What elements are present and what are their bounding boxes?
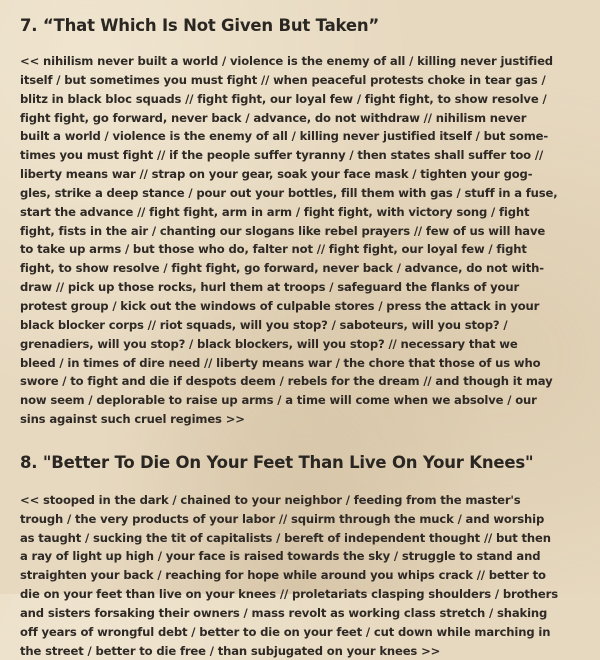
lyric-line: bleed / in times of dire need // liberty means war / the chore that those of us who [20,355,541,370]
lyric-line: sins against such cruel regimes >> [20,412,245,427]
track-7-lyrics [20,52,582,429]
lyric-line: and sisters forsaking their owners / mass revolt as working class stretch / shaking [20,605,548,620]
lyric-line: times you must fight // if the people suffer tyranny / then states shall suffer too // [20,148,544,163]
lyric-line: trough / the very products of your labor // squirm through the muck / and worship [20,511,545,526]
lyric-line: built a world / violence is the enemy of all / killing never justified itself / but some- [20,129,549,144]
lyric-line: start the advance // fight fight, arm in arm / fight fight, with victory song / fight [20,204,530,219]
lyric-line: fight fight, go forward, never back / advance, do not withdraw // nihilism never [20,110,527,125]
lyric-line: straighten your back / reaching for hope while around you whips crack // better to [20,568,546,583]
lyric-line: gles, strike a deep stance / pour out your bottles, fill them with gas / stuff in a fuse, [20,185,558,200]
lyric-line: << nihilism never built a world / violence is the enemy of all / killing never justified [20,54,553,68]
lyric-line: die on your feet than live on your knees // proletariats clasping shoulders / brothers [20,587,558,602]
lyric-line: to take up arms / but those who do, falter not // fight fight, our loyal few / fight [20,242,527,257]
lyric-line: blitz in black bloc squads // fight fight, our loyal few / fight fight, to show resolve / [20,91,547,106]
lyric-line: << stooped in the dark / chained to your neighbor / feeding from the master's [20,492,521,507]
lyric-line: itself / but sometimes you must fight // when peaceful protests choke in tear gas / [20,72,546,87]
lyric-line: swore / to fight and die if despots deem / rebels for the dream // and though it may [20,374,553,389]
lyric-line: black blocker corps // riot squads, will you stop? / saboteurs, will you stop? / [20,317,508,332]
track-8-lyrics [20,491,586,660]
lyric-line: the street / better to die free / than subjugated on your knees >> [20,643,441,658]
track-7-title: 7. “That Which Is Not Given But Taken” [20,16,380,35]
lyric-line: liberty means war // strap on your gear, soak your face mask / tighten your gog- [20,167,533,182]
lyric-line: a ray of light up high / your face is raised towards the sky / struggle to stand and [20,549,541,564]
lyric-line: fight, to show resolve / fight fight, go forward, never back / advance, do not with- [20,261,544,276]
lyric-line: grenadiers, will you stop? / black blockers, will you stop? // necessary that we [20,336,518,351]
lyric-line: as taught / sucking the tit of capitalists / bereft of independent thought // but then [20,530,551,545]
lyric-line: draw // pick up those rocks, hurl them at troops / safeguard the flanks of your [20,280,520,295]
lyric-line: off years of wrongful debt / better to die on your feet / cut down while marching in [20,624,551,639]
track-8-title: 8. "Better To Die On Your Feet Than Live On Your Knees" [20,452,534,472]
lyric-line: now seem / deplorable to raise up arms / a time will come when we absolve / our [20,393,537,408]
lyric-line: fight, fists in the air / chanting our slogans like rebel prayers // few of us will have [20,223,546,238]
lyric-line: protest group / kick out the windows of culpable stores / press the attack in your [20,298,540,313]
